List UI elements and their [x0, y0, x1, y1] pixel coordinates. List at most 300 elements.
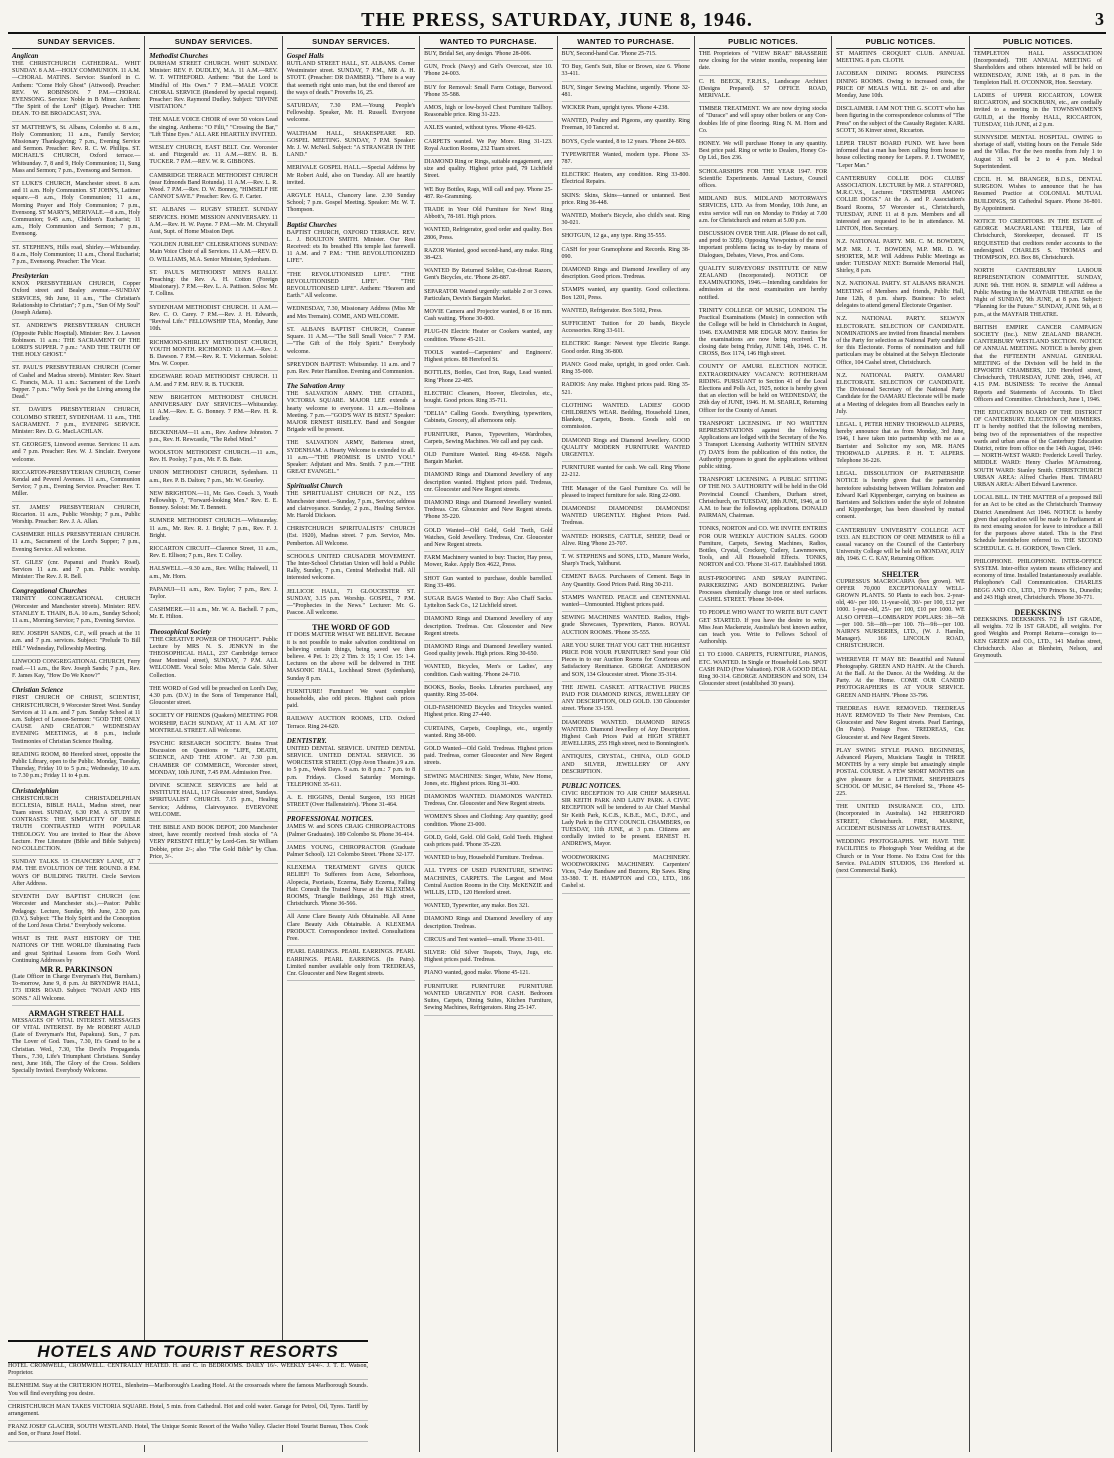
classified-ad	[149, 374, 277, 391]
classified-ad	[424, 248, 552, 265]
ad-text: LADIES of UPPER RICCARTON, LOWER RICCARTON, and SOCKBURN, etc., are cordially invited to a meeting in the TOWNSWOMEN'S GUILD, at the Hornby HALL, RICCARTON, TUESDAY, 11th JUNE, at 2 p.m.	[973, 93, 1102, 128]
ad-text: READING ROOM, 80 Hereford street, opposite the Public Library, open to the Public. Monday, Tuesday, Thursday, Friday 10 to 5 p.m.; Wednesday, 10 a.m. to 7.30 p.m.; Friday 11 to 4 p.m.	[12, 751, 141, 780]
classified-ad	[836, 528, 964, 567]
ad-text: CLOTHING WANTED. LADIES' GOOD CHILDREN'S WEAR. Bedding, Household Linen, Blankets, Carpets, Boots. Goods sold on commission.	[561, 402, 690, 431]
ad-text: ARE YOU SURE THAT YOU GET THE HIGHEST PRICE FOR YOUR FURNITURE? Send your Old Pieces in to our Auction Rooms for Courteous and Satisfactory Remittance. GEORGE ANDERSON and SON, 134 Gloucester street. 'Phone 35-314.	[561, 642, 690, 678]
ad-text: SATURDAY, 7.30 P.M.—Young People's Fellowship. Speaker, Mr. H. Russell. Everyone welcome.	[286, 103, 416, 124]
column-7	[832, 36, 969, 1452]
ad-text: GOLD Wanted—Old Gold. Tredreas. Highest prices paid. Tredreas, corner Gloucester and New Regent streets.	[424, 746, 553, 767]
ad-text: ARGYLE HALL, Chancery lane. 2.30 Sunday School; 7 p.m. Gospel Meeting. Speaker: Mr. W. T. Thompson.	[286, 193, 416, 214]
classified-ad	[562, 382, 690, 399]
ad-text: All Anne Clare Beauty Aids Obtainable. All Anne Clare Beauty Aids Obtainable. A KLEXEMA PRODUCT. Correspondence invited. Consultations Free.	[286, 914, 416, 943]
column-2	[145, 36, 282, 1452]
classified-ad	[562, 233, 690, 243]
ad-text: MERIVALE GOSPEL HALL.—Special Address by Mr Robert Auld, also on Tuesday. All are heartily invited.	[286, 165, 416, 186]
ad-text: OLD-FASHIONED Bicycles and Tricycles wanted. Highest price. Ring 27-440.	[424, 705, 553, 719]
ad-text: DIVINE SCIENCE SERVICES are held at INSTITUTE HALL, 117 Gloucester street, Sundays. SPIRITUALIST CHURCH. 7.15 p.m., Healing Service; Address, Clairvoyance. EVERYONE WELCOME.	[149, 783, 278, 818]
classified-ad	[287, 949, 415, 981]
section-heading: Methodist Churches	[149, 52, 208, 60]
classified-ad	[562, 172, 690, 189]
ad-text: RUTLAND STREET HALL, ST. ALBANS. Corner Westminster street. SUNDAY, 7 P.M., MR A. H. STOTT. (Preacher: DR DAMBER). "There is a way that seemeth right unto man, but the end thereof are the ways of death." Proverbs 16, 25.	[286, 61, 416, 96]
ad-text: WOMEN'S Shoes and Clothing: Any quantity; good condition. 'Phone 23-000.	[424, 814, 553, 828]
classified-ad	[12, 936, 140, 1006]
classified-ad	[699, 421, 827, 474]
column-heading: WANTED TO PURCHASE.	[424, 36, 552, 49]
ad-text: OLD Furniture Wanted. Ring 49-658. Nigel's Bargain Market.	[424, 451, 553, 466]
classified-ad	[562, 362, 690, 379]
ad-text: RADIOS: Any make. Highest prices paid. Ring 35-521.	[561, 382, 690, 396]
section-heading: Baptist Churches	[286, 220, 337, 229]
ad-text: WALTHAM HALL, SHAKESPEARE RD. GOSPEL MEETING. SUNDAY, 7 P.M. Speaker: Mr. J. W. McNeil. Subject: "A STRANGER IN THE LAND."	[286, 130, 416, 159]
classified-ad	[287, 306, 415, 323]
ad-text: THE WORD of God will be preached on Lord's Day, 4.30 p.m. (D.V.) in the Sons of Temperance Hall, Gloucester street.	[149, 685, 278, 707]
hotels-title: HOTELS AND TOURIST RESORTS	[8, 1340, 368, 1363]
ad-text: SEVENTH DAY BAPTIST CHURCH (cnr. Worcester and Manchester sts.).—Pastor: Public Pedagogy. Lecture, Sunday, 9th June, 2.30 p.m. (D.V.). Subject: "The Holy Spirit and the Conception of the Lord Jesus Christ." Everybody welcome.	[12, 894, 141, 929]
ad-text: TRINITY CONGREGATIONAL CHURCH (Worcester and Manchester streets). Minister: REV. STANLEY E. THAIN, B.A. 10 a.m., Sunday School; 11 a.m., Morning Service; 7 p.m., Evening Service.	[12, 596, 141, 624]
ad-text: ST. DAVID'S PRESBYTERIAN CHURCH, COLOMBO STREET, SYDENHAM. 11 a.m., THE SACRAMENT. 7 p.m., EVENING SERVICE. Minister: Rev. D. G. MacLACHLAN.	[12, 407, 141, 435]
ad-text: TRINITY COLLEGE OF MUSIC, LONDON. The Practical Examinations (Music) in connection with the College will be held in Christchurch in August, 1946. EXAMINER MR EDGAR MOY. Entries for the examinations are now being received. The closing date being Friday, JUNE 14th, 1946. C. H. CROSS, Box 1174, 146 High street.	[698, 307, 828, 358]
ad-text: PIANO: Good make, upright, in good order. Cash. Ring 35-000.	[561, 361, 690, 376]
classified-ad	[699, 576, 827, 608]
ad-text: AXLES wanted, without tyres. 'Phone 49-625.	[424, 125, 536, 132]
classified-ad	[562, 213, 690, 230]
classified-ad	[424, 576, 552, 593]
ad-text: SKINS: Skins, Skins—tanned or untanned. Best price. Ring 36-448.	[561, 192, 690, 206]
classified-ad	[149, 450, 277, 467]
classified-ad	[836, 106, 964, 138]
ad-text: TONKS, NORTON and CO. WE INVITE ENTRIES FOR OUR WEEKLY AUCTION SALES. GOOD Furniture, Carpets, Sewing Machines, Radios, Bottles, Crystal, Crockery, Cutlery, Lawnmowers, Tools, and All Household Effects. TONKS, NORTON and CO. 'Phone 31-617. Established 1868.	[698, 526, 828, 569]
ad-text: "THE CREATIVE POWER OF THOUGHT". Public Lecture by MRS N. S. JENKYN in the THEOSOPHICAL HALL, 237 Cambridge terrace (near Montreal street), SUNDAY, 7 P.M. ALL WELCOME. Vocal Solo: Miss Mercia Gale. Silver Collection.	[149, 636, 278, 679]
classified-ad	[287, 746, 415, 792]
ad-text: TREDREAS HAVE REMOVED. TREDREAS HAVE REMOVED To Their New Premises, Cnr. Gloucester and New Regent streets. Pearl Earrings, (In Pairs). Postage Free. TREDREAS, Cnr. Gloucester st. and New Regent Streets.	[836, 705, 965, 741]
ad-text: PIANO wanted, good make. 'Phone 45-121.	[424, 970, 530, 977]
classified-ad	[836, 422, 964, 468]
ad-text: BAPTIST CHURCH, OXFORD TERRACE. REV. L. J. BOULTON SMITH. Minister. Our Rest Received: ets Its breathed His temple last farewell. 11 A.M. and 7 P.M.: "THE REVOLUTIONIZED LIFE".	[286, 229, 416, 265]
ad-text: DIAMONDS WANTED. DIAMOND RINGS WANTED. Diamond Jewellery of Any Description. Highest Cash Prices Paid at HIGH STREET JEWELLERS, 255 High street, next to Bonnington's.	[561, 719, 690, 748]
ad-text: PLAY SWING STYLE PIANO. BEGINNERS, Advanced Players, Musicians Taught in THREE MONTHS by a very simple but amazingly simple POSTAL COURSE. A FEW SHORT MONTHS can give pleasure for a LIFETIME. SHEPHERD'S SCHOOL OF MUSIC, 84 Hereford St., 'Phone 45-225.	[836, 747, 965, 798]
ad-text: WHAT IS THE PAST HISTORY OF THE NATIONS OF THE WORLD? Illuminating Facts and great Spiritual Lessons from God's Word. Continuing Addresses by	[12, 936, 141, 964]
ad-text: RAILWAY AUCTION ROOMS, LTD. Oxford Terrace. Ring 24-620.	[286, 716, 416, 730]
classified-ad	[424, 855, 552, 865]
classified-ad	[424, 432, 552, 449]
classified-ad	[562, 615, 690, 640]
ad-text: WICKER Pram, upright tyres. 'Phone 4-238.	[561, 105, 669, 112]
ad-text: SOCIETY OF FRIENDS (Quakers) MEETING FOR WORSHIP, EACH SUNDAY, AT 11 A.M. AT 107 MONTREAL STREET. All Welcome.	[149, 713, 278, 734]
classified-ad	[12, 181, 140, 242]
classified-ad	[562, 643, 690, 682]
column-heading: SUNDAY SERVICES.	[12, 36, 140, 49]
ad-text: RAZOR Wanted, good second-hand, any make. Ring 38-423.	[424, 247, 553, 262]
classified-ad	[562, 118, 690, 135]
classified-ad	[562, 595, 690, 612]
section-heading: Gospel Halls	[286, 52, 324, 60]
hotel-ad: CHRISTCHURCH MAN TAKES VICTORIA SQUARE. Hotel, 5 min. from Cathedral. Hot and cold water. Garage for Petrol, Oil, Tyres. Tariff by arrangement.	[8, 1404, 368, 1421]
ad-text: TO PEOPLE WHO WANT TO WRITE BUT CAN'T GET STARTED. If you have the desire to write, Miss Jean Mackenzie, Australia's best known author, can teach you. Write to Fellows School of Authorship.	[698, 610, 828, 646]
ad-text: FIRST CHURCH OF CHRIST, SCIENTIST, CHRISTCHURCH, 9 Worcester Street West. Sunday Services at 11 a.m. and 7 p.m. Sunday School at 11 a.m. Subject of Lesson-Sermon: "GOD THE ONLY CAUSE AND CREATOR." WEDNESDAY EVENING MEETINGS, at 8 p.m., include Testimonies of Christian Science Healing.	[12, 695, 141, 745]
ad-text: UNITED DENTAL SERVICE. UNITED DENTAL SERVICE. UNITED DENTAL SERVICE. 36 WORCESTER STREET. (Opp Avon Theatre.) 9 a.m. to 5 p.m., Week Days. 9 a.m. to 8 p.m.: 7 p.m. to 8 p.m. Fridays. Closed Saturday Mornings. TELEPHONE 35-611.	[286, 745, 416, 788]
classified-ad	[424, 596, 552, 613]
classified-ad	[424, 64, 552, 81]
classified-ad	[974, 559, 1102, 605]
classified-ad	[287, 61, 415, 100]
classified-ad	[562, 193, 690, 210]
classified-ad	[699, 610, 827, 649]
ad-text: DISCUSSION OVER THE AIR. (Please do not call, and prod to 3ZB). Opposing Viewpoints of the most important problems facing us to-day by means of Dialogues, Debates, Views, Pros. and Cons.	[698, 231, 828, 259]
ad-text: RICCARTON CIRCUIT—Clarence Street, 11 a.m., Rev. E. Ellison; 7 p.m., Rev. T. Colley.	[149, 545, 278, 560]
section-heading: Congregational Churches	[12, 587, 87, 596]
ad-text: STAMPS WANTED. PEACE and CENTENNIAL wanted—Unmounted. Highest prices paid.	[561, 594, 690, 608]
column-heading: PUBLIC NOTICES.	[974, 36, 1102, 49]
classified-ad	[287, 391, 415, 437]
ad-text: DIAMONDS! DIAMONDS! DIAMONDS! WANTED URGENTLY. Highest Prices Paid. Tredreas.	[561, 505, 690, 527]
ad-text: TIMBER TREATMENT. We are now drying stocks of "Durace" and will spray other boilers or any Con-doubles life of pine flooring. Ring N. M. Horn and Co.	[698, 106, 828, 134]
classified-ad	[287, 914, 415, 946]
ad-text: FURNITURE, Pianos, Typewriters, Wardrobes, Carpets, Sewing Machines. We call and pay cash.	[424, 431, 553, 445]
classified-ad	[12, 245, 140, 270]
classified-ad	[12, 796, 140, 857]
classified-ad	[699, 79, 827, 104]
classified-ad	[562, 720, 690, 752]
section-heading: Spiritualist Church	[286, 482, 343, 491]
classified-ad	[12, 659, 140, 684]
ad-text: SCHOLARSHIPS FOR THE YEAR 1947. FOR Scientific Experiments. Annual Lecture, Council offices.	[698, 168, 828, 190]
ad-text: ST. ALBANS BAPTIST CHURCH, Cranmer Square. 11 A.M.—"The Still Small Voice." 7 P.M.—"The Gift of the Holy Spirit." Everybody welcome.	[286, 326, 416, 355]
ad-text: N.Z. NATIONAL PARTY. SELWYN ELECTORATE. SELECTION OF CANDIDATE. NOMINATIONS are invited from financial members of the Party for selection as National Party candidate for this Electorate. Forms of nomination and full particulars may be obtained at the Selwyn Electorate Office, 104 Cashel street, Christchurch.	[836, 316, 965, 366]
ad-text: MOVIE Camera and Projector wanted, 8 or 16 mm. Cash waiting. 'Phone 30-800.	[424, 309, 553, 323]
classified-ad	[12, 560, 140, 585]
column-heading: PUBLIC NOTICES.	[699, 36, 827, 49]
classified-ad	[836, 176, 964, 237]
ad-text: CIVIC RECEPTION TO AIR CHIEF MARSHAL SIR KEITH PARK AND LADY PARK. A CIVIC RECEPTION will be tendered to Air Chief Marshal Sir Keith Park, K.C.B., K.B.E., M.C., D.F.C., and Lady Park in the CITY COUNCIL CHAMBERS, on TUESDAY, 11th JUNE, at 3 p.m. Citizens are cordially invited to be present. ERNEST H. ANDREWS, Mayor.	[561, 791, 690, 848]
classified-ad	[424, 139, 552, 156]
classified-ad	[562, 308, 690, 318]
classified-ad	[12, 1009, 140, 1079]
ad-text: GOLD, Gold, Gold. Old Gold, Gold Teeth. Highest cash prices paid. 'Phone 35-220.	[424, 834, 553, 849]
ad-text: ELECTRIC Cleaners, Hoover, Electrolux, etc., bought. Good prices. Ring 35-711.	[424, 390, 553, 404]
classified-ad	[149, 686, 277, 711]
classified-ad	[424, 868, 552, 900]
ad-text: A. E. HIGGINS, Dental Surgeon, 193 HIGH STREET (Over Hallenstein's). 'Phone 31-464.	[286, 795, 416, 809]
classified-ad	[287, 103, 415, 128]
ad-text: DIAMOND Rings and Diamond Jewellery wanted. Good quality jewels. High prices. Ring 30-650.	[424, 643, 553, 658]
classified-ad	[699, 266, 827, 305]
classified-ad	[149, 305, 277, 337]
ad-text: FARM Machinery wanted to buy: Tractor, Hay press, Mower, Rake. Apply Box 4622, Press.	[424, 555, 553, 569]
classified-ad	[562, 247, 690, 264]
classified-ad	[974, 177, 1102, 216]
classified-ad	[424, 903, 552, 913]
ad-text: NEW BRIGHTON.—11, Mr. Geo. Couch. 3, Youth Fellowship. 7, "Forward-looking Men." Rev. E. E. Bonney. Soloist: Mr. T. Bennett.	[149, 490, 278, 512]
ad-text: WOODWORKING MACHINERY. WOODWORKING MACHINERY. Carpenters' Vices, 7-day Bandsaw and Buzzers, Rip Saws. Ring 33-380. T. H. HAMPTON and CO., LTD., 186 Cashel st.	[561, 854, 690, 890]
classified-ad	[149, 713, 277, 738]
ad-text: ST LUKE'S CHURCH, Manchester street. 8 a.m. and 11 a.m. Holy Communion. ST JOHN'S, Latimer square.—8 a.m., Holy Communion; 11 a.m., Morning Prayer and Holy Communion; 7 p.m., Evensong. ST MARY'S, MERIVALE.—8 a.m., Holy Communion; 9.45 a.m., Children's Eucharist; 11 a.m., Holy Communion and Sermon; 7 p.m., Evensong.	[12, 181, 141, 238]
classified-ad	[699, 308, 827, 361]
classified-ad	[424, 329, 552, 346]
ad-text: UNION METHODIST CHURCH, Sydenham. 11 a.m., Rev. P. B. Dalton; 7 p.m., Mr. W. Gourley.	[149, 470, 278, 484]
ad-text: CASHMERE.—11 a.m., Mr. W. A. Bachell. 7 p.m., Mr. E. Hilton.	[149, 607, 278, 621]
classified-ad	[424, 726, 552, 743]
classified-ad	[287, 272, 415, 304]
ad-text: MESSAGES OF VITAL INTEREST. MESSAGES OF VITAL INTEREST. By Mr ROBERT AULD (Late of Everyman's Hut, Papakura). Sun., 7 p.m. The Lover of God. Tues., 7.30, It's Grand to be a Christian. Wed., 7.30, The Devil's Propaganda. Thurs., 7.30, Life's Triumphant Christians. Sunday next, June 16th, The Glory of the Cross. Soldiers Specially Invited. Everybody Welcome.	[12, 1017, 141, 1075]
classified-ad	[12, 125, 140, 178]
ad-text: ST. ANDREW'S PRESBYTERIAN CHURCH (Opposite Public Hospital). Minister: Rev. J. Lawson Robinson. 11 a.m.: THE SACRAMENT OF THE LORD'S SUPPER. 7 p.m.: "AND THE TRUTH OF THE HOLY GHOST."	[12, 323, 141, 359]
classified-ad	[149, 783, 277, 822]
ad-text: THE MALE VOICE CHOIR of over 50 voices Lead the singing. Anthems: "O Filii," "Crossing the Bar," "Lift Thine Eyes." ALL ARE HEARTILY INVITED.	[149, 117, 278, 138]
section-heading: The Salvation Army	[286, 382, 345, 391]
classified-ad	[562, 506, 690, 531]
classified-ad	[12, 442, 140, 467]
ad-text: TRADE in Your Old Furniture for New! Ring Abbott's, 78-181. High prices.	[424, 207, 553, 221]
ad-text: THE UNITED INSURANCE CO., LTD. (Incorporated in Australia). 142 HEREFORD STREET, Christchurch. FIRE, MARINE, ACCIDENT BUSINESS AT LOWEST RATES.	[836, 804, 965, 832]
ad-text: COUNTY OF AMURI. ELECTION NOTICE. EXTRAORDINARY VACANCY: ROTHERHAM RIDING. PURSUANT to Section 41 of the Local Elections and Polls Act, 1925, notice is hereby given that an election will be held on WEDNESDAY, the 26th day of JUNE, 1946. H. M. SEARLE, Returning Officer for the County of Amuri.	[698, 364, 828, 414]
classified-ad	[562, 139, 690, 149]
classified-ad	[562, 465, 690, 482]
classified-ad	[562, 438, 690, 463]
classified-ad	[149, 741, 277, 780]
classified-ad	[836, 748, 964, 801]
ad-text: LEGAL. DISSOLUTION OF PARTNERSHIP. NOTICE is hereby given that the partnership heretofore subsisting between William Johnston and Edward Karl Kippenberger, carrying on business as Barristers and Solicitors under the style of Johnston and Kippenberger, has been dissolved by mutual consent.	[836, 471, 965, 521]
ad-feature-name: MR R. PARKINSON	[39, 964, 113, 974]
classified-ad	[149, 173, 277, 205]
classified-ad	[424, 528, 552, 553]
classified-ad	[699, 196, 827, 228]
classified-ad	[287, 165, 415, 190]
ad-text: ST. ALBANS — RUGBY STREET. SUNDAY SERVICES. HOME MISSION ANNIVERSARY. 11 A.M.—Rev. H. W. Payne. 7 P.M.—Mr. M. Chrystall Aust, Supt. of Home Mission Dept.	[149, 207, 278, 236]
ad-text-continued: (Late Officer in Charge Everyman's Hut, Burnham.) To-morrow, June 9, 8 p.m. At BRYNDWR HALL, 173 IDRIS ROAD. Subject: "NOAH AND HIS SONS." All Welcome.	[12, 973, 141, 1002]
ad-text: LOCAL BILL. IN THE MATTER of a proposed Bill for an Act to be cited as the Christchurch Tramway District Amendment Act 1946. NOTICE is hereby given that application will be made to Parliament at its next ensuing session for leave to introduce a Bill for the purposes above stated. This is the First Schedule hereinbefore referred to. THE SECOND SCHEDULE. G. H. GORDON, Town Clerk.	[973, 495, 1102, 552]
ad-text: WHEREVER IT MAY BE: Beautiful and Natural Photography. GREEN AND HAHN. At the Church. At the Ball. At the Dance. At the Wedding. At the Party. At the Home. COME OUR CANDID PHOTOGRAPHERS IS AT YOUR SERVICE. GREEN AND HAHN. 'Phone 33-796.	[836, 656, 965, 699]
classified-ad	[424, 411, 552, 428]
ad-text: C. H. BEECK, F.R.H.S., Landscape Architect (Designs Prepared). 57 OFFICE ROAD, MERIVALE.	[698, 78, 828, 100]
ad-text: SUGAR BAGS Wanted to Buy: Also Chaff Sacks. Lyttelton Sack Co., 12 Lichfield street.	[424, 595, 553, 610]
ad-text: "THE REVOLUTIONISED LIFE". "THE REVOLUTIONISED LIFE". "THE REVOLUTIONISED LIFE". Anthem: "Heaven and Earth." All welcome.	[286, 271, 416, 300]
ad-text: FURNITURE wanted for cash. We call. Ring 'Phone 22-212.	[561, 465, 690, 479]
ad-text: TRANSPORT LICENSING. IF NO WRITTEN REPRESENTATIONS against the following Applications are lodged with the Secretary of the No. 3 Transport Licensing Authority WITHIN SEVEN (7) DAYS from the publication of this notice, the Authority proposes to grant the applications without public sitting.	[698, 420, 828, 470]
section-heading: Christian Science	[12, 686, 64, 695]
ad-text: T. W. STEPHENS and SONS, LTD., Manure Works, Sharp's Track, Yaldhurst.	[561, 553, 690, 568]
section-heading: Theosophical Society	[149, 627, 211, 636]
hotel-ad: BLENHEIM. Stay at the CRITERION HOTEL, Blenheim—Marlborough's Leading Hotel. At the crossroads where the famous Marlborough Sounds. You will find everything you desire.	[8, 1383, 368, 1400]
ad-text: HALSWELL.—9.30 a.m., Rev. Willis; Halswell, 11 a.m., Mr. Horn.	[149, 566, 278, 580]
classified-ad	[424, 616, 552, 641]
column-6	[695, 36, 832, 1452]
hotels-section	[8, 1340, 368, 1445]
ad-headline: THE WORD OF GOD	[312, 623, 390, 633]
ad-text: ELECTRIC Range: Newest type Electric Range. Good order. Ring 36-800.	[561, 341, 690, 355]
hotel-ad: FRANZ JOSEF GLACIER, SOUTH WESTLAND. Hotel, The Unique Scenic Resort of the Waiho Valley. Glacier Hotel Tourist Bureau, Thos. Cook and Son, or Franz Josef Hotel.	[8, 1424, 368, 1441]
classified-ad	[287, 440, 415, 479]
ad-text: THE EDUCATION BOARD OF THE DISTRICT OF CANTERBURY. ELECTION OF MEMBERS. IT is hereby notified that the following members, being two of the representatives of the respective wards and urban areas of the Canterbury Education District, retire from office on the 14th August, 1946:— NORTH-WEST WARD: Frederick Lovell Turley. MIDDLE WARD: Henry Charles M'Armstrong. SOUTH WARD: Stanley Smith. CHRISTCHURCH URBAN AREA: Alfred Charles Hunt. TIMARU URBAN AREA: Albert Edward Lawrence.	[973, 409, 1102, 488]
classified-ad	[424, 85, 552, 102]
ad-text: SEWING MACHINES WANTED. Radios, High-grade Showcases, Typewriters, Pianos. ROYAL AUCTION ROOMS. 'Phone 35-555.	[561, 615, 690, 636]
ad-text: WESLEY CHURCH, EAST BELT. Cnr. Worcester st. and Fitzgerald av. 11 A.M.—REV. R. B. TUCKER. 7 P.M.—REV. W. R. GIBBONS.	[149, 145, 278, 166]
section-heading: Presbyterian	[12, 272, 49, 281]
classified-ad	[149, 587, 277, 604]
ad-text: FURNITURE FURNITURE FURNITURE WANTED URGENTLY FOR CASH. Bedroom Suites, Carpets, Dining Suites, Kitchen Furniture, Sewing Machines, Refrigerators. Ring 25-147.	[424, 983, 553, 1012]
column-heading: WANTED TO PURCHASE.	[562, 36, 690, 49]
ad-text: NOTICE TO CREDITORS. IN THE ESTATE of GEORGE MACFARLANE TELFER, late of Christchurch, Storekeeper, deceased. IT IS REQUESTED that creditors render accounts to the undersigned. CHARLES S. THOMAS and THOMPSON, P.O. Box 86, Christchurch.	[973, 219, 1102, 262]
ad-text: RUST-PROOFING AND SPRAY PAINTING. PARKERIZING AND BONDERIZING. Parker Processes chemically change iron or steel surfaces. CASHEL STREET. 'Phone 30-004.	[698, 575, 828, 604]
ad-text: THE Manager of the Gaol Furniture Co. will be pleased to inspect furniture for sale. Ring 22-080.	[561, 485, 690, 499]
classified-ad	[699, 364, 827, 417]
ad-text: WANTED, Bicycles, Men's or Ladies', any condition. Cash waiting. 'Phone 24-710.	[424, 664, 553, 678]
ad-text: WE Buy Bottles, Rags, Will call and pay. 'Phone 25-487. Re-Gramming.	[424, 186, 553, 200]
classified-ad	[836, 706, 964, 745]
classified-ad	[562, 85, 690, 102]
classified-ad	[562, 105, 690, 115]
ad-text: HONEY. We will purchase Honey in any quantity. Best price paid. Ring or write to Dealers, Honey Co-Op Ltd., Box 236.	[698, 141, 828, 162]
classified-ad	[562, 341, 690, 358]
ad-text: WEDNESDAY, 7.30, Missionary Address (Miss Mr and Mrs Tremain). COME, AND WELCOME.	[286, 306, 416, 320]
classified-ad	[287, 131, 415, 163]
classified-ad	[287, 689, 415, 714]
classified-ad	[149, 207, 277, 239]
classified-ad	[699, 231, 827, 263]
classified-ad	[424, 309, 552, 326]
classified-ad	[424, 472, 552, 497]
classified-ad	[149, 518, 277, 543]
ad-text: PLUG-IN Electric Heater or Cookers wanted, any condition. 'Phone 45-211.	[424, 329, 553, 343]
classified-ad	[12, 532, 140, 557]
classified-ad	[287, 865, 415, 911]
classified-ad	[424, 370, 552, 387]
classified-ad	[836, 239, 964, 278]
ad-text: SUNNYSIDE MENTAL HOSPITAL. OWING to shortage of staff, visiting hours on the Female Side and the Villas. For the two months from July 1 to August 31 will be 2 to 4 p.m. Medical Superintendent.	[973, 135, 1102, 170]
ad-text: BUY, Singer Sewing Machine, urgently. 'Phone 32-481.	[561, 84, 690, 98]
ad-text: "GOLDEN JUBILEE" CELEBRATIONS SUNDAY: Main Voice Choir of all Services. 11 A.M.—REV. D. O. WILLIAMS, M.A. Senior Minister, Sydenham.	[149, 242, 278, 263]
ad-text: WANTED, Typewriter, any make. Box 321.	[424, 903, 530, 910]
ad-text: TRANSPORT LICENSING. A PUBLIC SITTING OF THE NO. 3 AUTHORITY will be held in the Old Provincial Council Chambers, Durham street, Christchurch, on TUESDAY, 18th JUNE, 1946, at 10 A.M. to hear the following applications. DONALD PAIRMAN, Chairman.	[698, 477, 828, 520]
ad-text: BRITISH EMPIRE CANCER CAMPAIGN SOCIETY (Inc.). NEW ZEALAND BRANCH. CANTERBURY WESTLAND SECTION. NOTICE OF ANNUAL MEETING. NOTICE is hereby given that the FIFTEENTH ANNUAL GENERAL MEETING of the Division will be held in the EPWORTH CHAMBERS, 120 Hereford street, Christchurch, THURSDAY, JUNE 20th, 1946, AT 4.15 P.M. BUSINESS: To receive the Annual Reports and Statements of Accounts. To Elect Officers and Committee. Christchurch, June 1, 1946.	[973, 324, 1102, 403]
ad-text: ST. PAUL'S METHODIST MEN'S RALLY. Preaching: the Rev. A. H. Cotton (Foreign Missionary). 7 P.M.—Rev. L. A. Pattison. Solos: Mr. T. Collins.	[149, 269, 278, 298]
classified-ad	[424, 289, 552, 306]
ad-text: BECKENHAM—11 a.m., Rev. Andrew Johnston. 7 p.m., Rev. H. Rewcastle, "The Rebel Mind."	[149, 429, 278, 443]
ad-text: ST. GEORGE'S, Linwood avenue. Services: 11 a.m. and 7 p.m. Preacher: Rev. W. J. Sinclair. Everyone welcome.	[12, 442, 141, 463]
classified-ad	[12, 752, 140, 784]
ad-text: SUFFICIENT Tuition for 20 bands, Bicycle Accessories. Ring 33-611.	[561, 321, 690, 335]
ad-text: KLEXEMA TREATMENT GIVES QUICK RELIEF! To Sufferers from Acne, Seborrhoea, Alopecia, Psoriasis, Eczema, Baby Eczema, Falling Hair. Consult the Trained Nurse at the KLEXEMA ROOMS, Triangle Buildings, 261 High street, Christchurch. 'Phone 36-566.	[286, 865, 416, 908]
classified-ad	[562, 152, 690, 169]
classified-ad	[424, 950, 552, 967]
ad-headline: SHELTER	[881, 569, 919, 579]
ad-text: PSYCHIC RESEARCH SOCIETY. Brains Trust Discussion on Questions re "LIFE, DEATH, SCIENCE, AND THE ATOM". At 7.30 p.m. CHAMBER OF COMMERCE, Worcester street, MONDAY, 10th JUNE, 7.45 P.M. Admission Free.	[149, 741, 278, 776]
classified-ad	[149, 637, 277, 683]
ad-text: CUPRESSUS MACROCARPA (box grown). WE OFFER 70,000 EXCEPTIONALLY WELL-GROWN PLANTS. 50 Plants to each box. 2-year-old, 40/- per 100. 11-year-old, 30/- per 100, £12 per 1000. 1-year-old, 25/- per 100, £10 per 1000. WE ALSO OFFER—LOMBARDY POPLARS: 3ft—5ft—per 100. 5ft—8ft—per 100. 7ft—9ft—per 100. NAIRN'S NURSERIES, LTD., (W. J. Hamlin, Manager). 166 LINCOLN ROAD, CHRISTCHURCH.	[836, 578, 965, 650]
ad-text: LINWOOD CONGREGATIONAL CHURCH, Ferry road.—11 a.m., the Rev. Joseph Sands; 7 p.m., Rev. F. James Kay, "How Do We Know?"	[12, 658, 141, 680]
classified-ad	[287, 327, 415, 359]
classified-ad	[836, 281, 964, 313]
classified-ad	[699, 51, 827, 76]
classified-ad	[562, 321, 690, 338]
ad-text: SUMNER METHODIST CHURCH.—Whitsunday. 11 a.m., Mr. Rev. R. J. Bright; 7 p.m., Rev. F. J. Bright.	[149, 518, 278, 539]
ad-text: ANTIQUES, CRYSTAL, CHINA, OLD GOLD AND SILVER, JEWELLERY OF ANY DESCRIPTION.	[561, 754, 690, 775]
column-heading: PUBLIC NOTICES.	[836, 36, 964, 49]
ad-text: DIAMOND Rings and Diamond Jewellery of any description wanted. Highest prices paid. Tredreas, cnr. Gloucester and New Regent streets.	[424, 472, 553, 493]
section-heading: PROFESSIONAL NOTICES.	[286, 815, 374, 824]
ad-text: NEW BRIGHTON METHODIST CHURCH. ANNIVERSARY DAY SERVICES—Whitsunday. 11 A.M.—Rev. E. G. Bonney. 7 P.M.—Rev. H. R. Leadley.	[149, 394, 278, 423]
ad-text: SHOTGUN, 12 ga., any type. Ring 35-555.	[561, 233, 666, 240]
classified-ad	[424, 685, 552, 702]
ad-text: DIAMOND Rings and Diamond Jewellery. GOOD QUALITY MODERN FURNITURE WANTED URGENTLY.	[561, 437, 690, 458]
ad-text: £1 TO £1000. CARPETS, FURNITURE, PIANOS, ETC. WANTED. In Single or Household Lots. SPOT CASH PAID (Free Valuation). FOR A GOOD DEAL Ring 30-314. GEORGE ANDERSON and SON, 134 Gloucester street (established 30 years).	[698, 652, 828, 688]
columns-container	[8, 36, 1106, 1452]
ad-text: JAMES YOUNG, CHIROPRACTOR (Graduate Palmer School). 121 Colombo Street. 'Phone 32-177.	[286, 844, 416, 859]
ad-text: DISCLAIMER. I AM NOT THE G. SCOTT who has been figuring in the correspondence columns of "The Press" on the subject of the Casualty Register. KARL SCOTT, 36 Kinver street, Riccarton.	[836, 106, 965, 134]
ad-text: MIDLAND BUS. MIDLAND MOTORWAYS SERVICES, LTD. As from Monday, 10th June, an extra service will run on Monday to Friday at 7.00 a.m. for Christchurch and return at 5.00 p.m.	[698, 196, 828, 224]
classified-ad	[562, 64, 690, 81]
classified-ad	[836, 51, 964, 68]
classified-ad	[699, 169, 827, 194]
ad-text: N.Z. NATIONAL PARTY. MR. C. M. BOWDEN, M.P. MR. J. T. BOWDEN, M.P. MR. D. W. SHORTER, M.P. Will Address Public Meetings as under: TUESDAY NEXT: Burnside Memorial Hall, Shirley, 8 p.m.	[836, 239, 965, 275]
column-8	[970, 36, 1106, 1452]
ad-text: TYPEWRITER Wanted, modern type. Phone 33-787.	[561, 151, 690, 166]
classified-ad	[974, 495, 1102, 556]
classified-ad	[287, 362, 415, 379]
ad-text: NORTH CANTERBURY LABOUR REPRESENTATION COMMITTEE. SUNDAY, JUNE 9th. THE HON. R. SEMPLE will Address a Public Meeting in the MAYFAIR THEATRE on the Night of SUNDAY, 9th JUNE, at 8 p.m. Subject: "Planning for the Future." SUNDAY, JUNE 9th, at 8 p.m., at the MAYFAIR THEATRE.	[973, 268, 1102, 318]
classified-ad	[836, 570, 964, 654]
ad-text: TO Buy, Gent's Suit, Blue or Brown, size 6. 'Phone 33-411.	[561, 64, 690, 78]
ad-text: DIAMOND Rings and Diamond Jewellery of any description. Tredreas. Cnr. Gloucester and New Regent streets.	[424, 616, 553, 637]
classified-ad	[12, 631, 140, 656]
page-number: 3	[1095, 9, 1104, 29]
classified-ad	[424, 664, 552, 681]
classified-ad	[12, 695, 140, 748]
classified-ad	[974, 135, 1102, 174]
masthead-title: THE PRESS, SATURDAY, JUNE 8, 1946.	[361, 9, 753, 31]
classified-ad	[562, 403, 690, 435]
column-heading: SUNDAY SERVICES.	[287, 36, 415, 49]
classified-ad	[287, 193, 415, 218]
classified-ad	[149, 242, 277, 267]
ad-text: JACOBEAN DINING ROOMS. PRINCESS DINING ROOMS. Owing to increased costs, the PRICE OF MEALS WILL BE 2/- on and after Monday, June 10th.	[836, 71, 965, 100]
classified-ad	[836, 373, 964, 419]
ad-text: PAPANUI—11 a.m., Rev. Taylor; 7 p.m., Rev. J. Taylor.	[149, 586, 278, 600]
classified-ad	[149, 825, 277, 864]
classified-ad	[974, 268, 1102, 321]
ad-text: THE SALVATION ARMY. THE CITADEL, VICTORIA SQUARE. MAJOR LEE extends a hearty welcome to everyone. 11 a.m.—Holiness Meeting. 7 p.m.—"GOD'S WAY IS BEST." Speaker: MAJOR ERNEST RISELEY. Band and Songster Brigade will be present.	[286, 391, 416, 434]
classified-ad	[562, 574, 690, 591]
classified-ad	[424, 705, 552, 722]
classified-ad	[149, 491, 277, 516]
ad-text: PEARL EARRINGS. PEARL EARRINGS. PEARL EARRINGS. PEARL EARRINGS. (In Pairs). Limited number available only from TREDREAS, Cnr. Gloucester and New Regent streets.	[286, 949, 416, 977]
classified-ad	[562, 554, 690, 571]
classified-ad	[424, 105, 552, 122]
ad-text: ST. PAUL'S PRESBYTERIAN CHURCH (Corner of Cashel and Madras streets). Minister: Rev. Stuart C. Francis, M.A. 11 a.m.: Sacrament of the Lord's Supper. 7 p.m.: "Why Seek ye the Living among the Dead."	[12, 365, 141, 401]
ad-text: DIAMOND Rings and Diamond Jewellery wanted. Tredreas. Cnr. Gloucester and New Regent streets. 'Phone 35-220.	[424, 499, 553, 521]
ad-text: ST. STEPHEN'S, Hills road, Shirley.—Whitsunday. 8 a.m., Holy Communion; 11 a.m., Choral Eucharist; 7 p.m., Evensong. Preacher: The Vicar.	[12, 244, 141, 266]
classified-ad	[424, 125, 552, 135]
classified-ad	[287, 230, 415, 269]
classified-ad	[424, 452, 552, 469]
classified-ad	[424, 159, 552, 184]
classified-ad	[12, 894, 140, 933]
section-heading: Christadelphian	[12, 786, 59, 795]
masthead	[8, 6, 1106, 34]
ad-text: THE BIBLE AND BOOK DEPOT, 200 Manchester street, have recently received fresh stocks of "A VERY PRESENT HELP," by Lord-Gen. Sir William Dobbie, price 2/-; also "The Gold Bible" by Chas. Price, 3/-.	[149, 825, 278, 860]
ad-text: RICHMOND-SHIRLEY METHODIST CHURCH, YOUTH MONTH. RICHMOND: 11 A.M.—Rev. J. B. Dawson. 7 P.M.—Rev. R. T. Vickerman. Soloist: Mrs. W. Cooper.	[149, 339, 278, 368]
classified-ad	[287, 824, 415, 841]
ad-text: WANTED, Refrigerator, good order and quality. Box 2806, Press.	[424, 227, 553, 241]
classified-ad	[424, 774, 552, 791]
ad-text: REV. JOSEPH SANDS, C.F., will preach at the 11 a.m. and 7 p.m. services. Subject: "Prelude To Bill Hill." Wednesday, Fellowship Meeting.	[12, 631, 141, 652]
classified-ad	[424, 350, 552, 367]
classified-ad	[424, 500, 552, 525]
classified-ad	[12, 596, 140, 628]
ad-text: DIAMOND Ring or Rings, suitable engagement, any size and quality. Highest price paid, 79 Lichfield Street.	[424, 159, 553, 180]
ad-text: CHRISTCHURCH SPIRITUALISTS' CHURCH (Est. 1920), Madras street. 7 p.m. Service, Mrs. Pemberton. All Welcome.	[286, 526, 416, 547]
classified-ad	[149, 270, 277, 302]
ad-text: ST MATTHEW'S, St. Albans, Colombo st. 8 a.m., Holy Communion; 11 a.m., Family Service; Missionary Thanksgiving; 7 p.m., Evening Service and Sermon. Preacher: Rev. R. C. W. Phillips. ST. MICHAEL'S CHURCH, Oxford terrace.—Whitsunday. 7, 8 and 9, Holy Communion; 11, Sung Mass and Sermon; 7 p.m., Evensong and Sermon.	[12, 124, 141, 174]
